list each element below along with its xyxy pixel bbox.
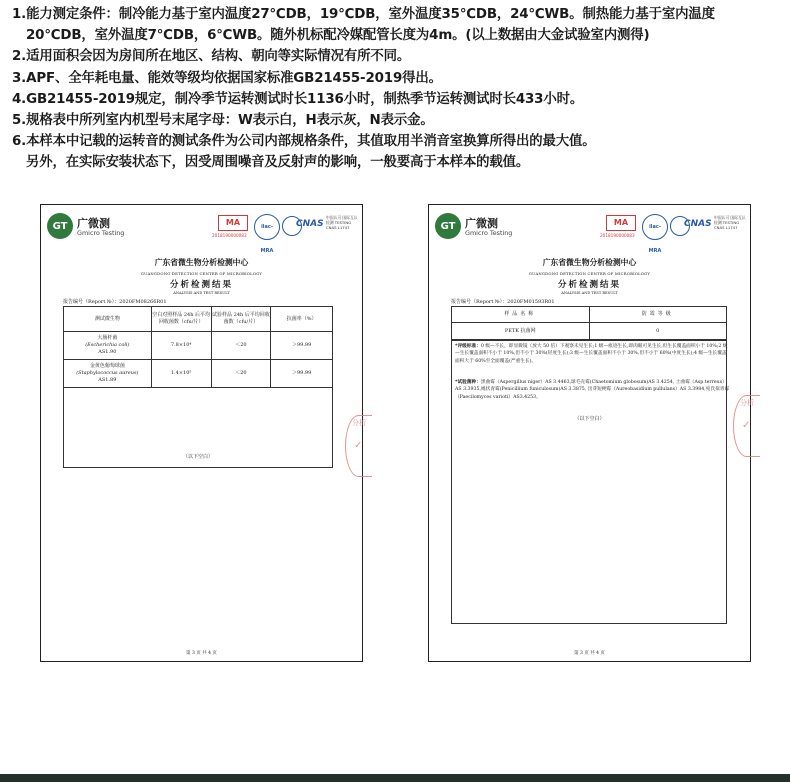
report-title-en: ANALYSIS AND TEST RESULT <box>173 291 230 295</box>
gmicro-logo-icon: GT <box>435 213 461 239</box>
cma-code: 2018190000083 <box>212 233 247 238</box>
cnas-caption: 中国认可 国际互认 检测 TESTING CNAS L1747 <box>714 215 746 230</box>
footer-bar <box>0 774 790 782</box>
gmicro-logo-icon: GT <box>47 213 73 239</box>
blank-count-cell: 7.8×10⁴ <box>151 332 211 360</box>
note-line-3: 3.APF、全年耗电量、能效等级均依据国家标准GB21455-2019得出。 <box>12 70 442 86</box>
cma-logo-icon: MA <box>218 215 248 231</box>
test-count-cell: ＜20 <box>211 360 271 388</box>
page-number: 第 3 页 共 4 页 <box>574 651 605 656</box>
brand-name-en: Gmicro Testing <box>77 229 125 237</box>
table-frame <box>451 339 727 624</box>
microbe-cell: 金黄色葡萄球菌 (Staphylococcus aureus) AS1.89 <box>64 360 152 388</box>
certification-logos <box>212 213 358 254</box>
table-empty-row <box>64 388 333 468</box>
antimold-report <box>428 204 754 662</box>
cnas-logo-icon: CNAS <box>670 215 710 237</box>
note-line-6: 6.本样本中记载的运转音的测试条件为公司内部规格条件，其值取用半消音室换算所得出的最大值。 <box>12 134 596 150</box>
note-line-6-cont: 另外，在实际安装状态下，因受周围噪音及反射声的影响，一般要高于本样本的载值。 <box>26 155 530 171</box>
cma-logo-icon: MA <box>606 215 636 231</box>
test-strains: *试验菌种：黑曲霉（Aspergillus niger）AS 3.4463,球毛壳霉(Chaetomium globosum)AS 3.4254, 土曲霉（Asp.terreus）AS 3.3935,绳状青霉(Penicillium funiculosum)AS 3.3875, 出芽短梗霉（Aureobasidium pullulans）AS 3.3984,宛氏拟青霉（Paecilomyces varioti）AS3.4253。 <box>455 380 730 400</box>
blank-note: （以下空白） <box>574 416 605 422</box>
sample-name-cell: PETK 抗菌网 <box>452 323 590 341</box>
brand-name-cn: 广微测 <box>465 217 498 230</box>
report-number: 报告编号（Report №）：2020FM08266R01 <box>63 299 167 305</box>
note-line-2: 2.适用面积会因为房间所在地区、结构、朝向等实际情况有所不同。 <box>12 49 411 65</box>
blank-count-cell: 1.4×10⁵ <box>151 360 211 388</box>
col-header-sample: 样品名称 <box>452 307 590 323</box>
table-header-row <box>452 307 727 323</box>
antibacterial-table <box>63 306 333 468</box>
note-line-1: 1.能力测定条件：制冷能力基于室内温度27℃DB，19℃DB，室外温度35℃DB，24℃WB。制热能力基于室内温度 <box>12 7 715 22</box>
cnas-caption: 中国认可 国际互认 检测 TESTING CNAS L1747 <box>326 215 358 230</box>
blank-note: （以下空白） <box>64 388 333 468</box>
note-line-5: 5.规格表中所列室内机型号末尾字母：W表示白，H表示灰，N表示金。 <box>12 113 434 129</box>
spec-notes <box>12 4 782 174</box>
antimold-table <box>451 306 727 341</box>
center-name-en: GUANGDONG DETECTION CENTER OF MICROBIOLOGY <box>528 271 651 276</box>
official-stamp: 分析 ✓ <box>345 415 372 477</box>
report-number: 报告编号（Report №）：2020FM01593R01 <box>451 299 555 305</box>
col-header-microbe: 测试微生物 <box>64 307 152 332</box>
page-number: 第 3 页 共 4 页 <box>186 651 217 656</box>
grade-cell: 0 <box>589 323 726 341</box>
cma-code: 2018190000083 <box>600 233 635 238</box>
rating-criteria: *评级标准：0 级—不长，即显微镜（放大 50 倍）下观察未见生长;1 级—痕迹生长,即肉眼可见生长,但生长覆盖面积小于 10%;2 级—生长覆盖面积不小于 10%,但不小于 30%(轻度生长);3 级—生长覆盖面积不小于 30%,但不小于 60%(中度生长);4 级—生长覆盖面积大于 60%至全面覆盖(严重生长)。 <box>455 344 728 364</box>
col-header-test: 试验样品 24h 后平均回收菌数（cfu/片） <box>211 307 271 332</box>
test-count-cell: ＜20 <box>211 332 271 360</box>
ilac-mra-logo-icon: ilac-MRA <box>254 214 280 240</box>
brand-name-cn: 广微测 <box>77 217 110 230</box>
ilac-mra-logo-icon: ilac-MRA <box>642 214 668 240</box>
table-row <box>452 323 727 341</box>
rate-cell: ＞99.99 <box>271 332 333 360</box>
center-name: 广东省微生物分析检测中心 <box>154 258 249 267</box>
report-title-en: ANALYSIS AND TEST RESULT <box>561 291 618 295</box>
cnas-logo-icon: CNAS <box>282 215 322 237</box>
report-title: 分析检测结果 <box>169 280 233 290</box>
certification-logos <box>600 213 746 254</box>
stamp-check-icon: ✓ <box>354 440 363 451</box>
microbe-cell: 大肠杆菌 (Escherichia coli) AS1.90 <box>64 332 152 360</box>
table-row <box>64 360 333 388</box>
table-header-row <box>64 307 333 332</box>
report-title: 分析检测结果 <box>557 280 621 290</box>
center-name-en: GUANGDONG DETECTION CENTER OF MICROBIOLOGY <box>140 271 263 276</box>
table-row <box>64 332 333 360</box>
antibacterial-report <box>40 204 366 662</box>
col-header-grade: 防霉等级 <box>589 307 726 323</box>
rate-cell: ＞99.99 <box>271 360 333 388</box>
brand-name-en: Gmicro Testing <box>465 229 513 237</box>
col-header-blank: 空白对照样品 24h 后平均回收菌数（cfu/片） <box>151 307 211 332</box>
col-header-rate: 抗菌率（%） <box>271 307 333 332</box>
note-line-4: 4.GB21455-2019规定，制冷季节运转测试时长1136小时，制热季节运转测试时长433小时。 <box>12 91 584 107</box>
official-stamp: 分析 ✓ <box>733 395 760 457</box>
center-name: 广东省微生物分析检测中心 <box>542 258 637 267</box>
note-line-1-cont: 20℃DB，室外温度7℃DB，6℃WB。随外机标配冷媒配管长度为4m。(以上数据由大金试验室内测得) <box>26 28 650 44</box>
stamp-check-icon: ✓ <box>742 420 751 431</box>
